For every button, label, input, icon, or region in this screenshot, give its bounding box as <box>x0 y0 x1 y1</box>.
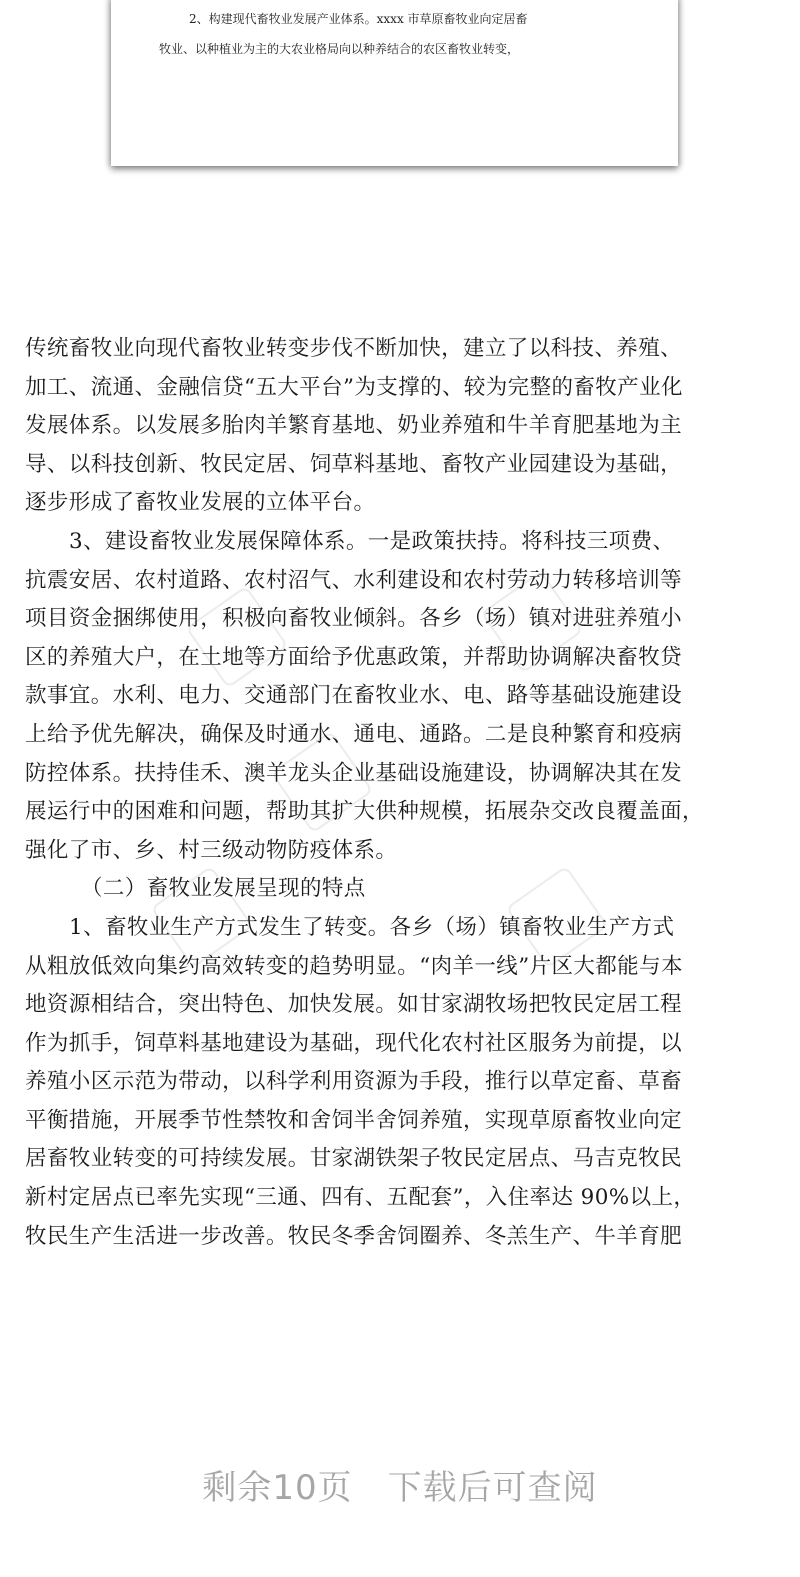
text-line: 抗震安居、农村道路、农村沼气、水利建设和农村劳动力转移培训等 <box>25 567 683 593</box>
text-line: 逐步形成了畜牧业发展的立体平台。 <box>25 490 376 516</box>
text-line: 新村定居点已率先实现“三通、四有、五配套”，入住率达 90%以上， <box>25 1185 696 1211</box>
text-line: 养殖小区示范为带动，以科学利用资源为手段，推行以草定畜、草畜 <box>25 1069 683 1095</box>
text-line: 3、建设畜牧业发展保障体系。一是政策扶持。将科技三项费、 <box>69 528 675 554</box>
text-line: 平衡措施，开展季节性禁牧和舍饲半舍饲养殖，实现草原畜牧业向定 <box>25 1107 683 1133</box>
text-line: 地资源相结合，突出特色、加快发展。如甘家湖牧场把牧民定居工程 <box>25 992 683 1018</box>
remaining-pages-notice[interactable]: 剩余10页 下载后可查阅 <box>202 1468 598 1508</box>
text-line: 区的养殖大户，在土地等方面给予优惠政策，并帮助协调解决畜牧贷 <box>25 644 683 670</box>
section-heading: （二）畜牧业发展呈现的特点 <box>81 876 366 902</box>
text-line: 居畜牧业转变的可持续发展。甘家湖铁架子牧民定居点、马吉克牧民 <box>25 1146 683 1172</box>
text-line: 牧民生产生活进一步改善。牧民冬季舍饲圈养、冬羔生产、牛羊育肥 <box>25 1223 683 1249</box>
text-line: 项目资金捆绑使用，积极向畜牧业倾斜。各乡（场）镇对进驻养殖小 <box>25 606 683 632</box>
previous-page-preview <box>111 0 678 166</box>
text-line: 传统畜牧业向现代畜牧业转变步伐不断加快，建立了以科技、养殖、 <box>25 336 683 361</box>
text-line: 发展体系。以发展多胎肉羊繁育基地、奶业养殖和牛羊育肥基地为主 <box>25 413 683 439</box>
text-line: 1、畜牧业生产方式发生了转变。各乡（场）镇畜牧业生产方式 <box>69 914 675 940</box>
text-line: 展运行中的困难和问题，帮助其扩大供种规模，拓展杂交改良覆盖面， <box>25 799 704 825</box>
text-line: 强化了市、乡、村三级动物防疫体系。 <box>25 837 398 863</box>
text-line: 上给予优先解决，确保及时通水、通电、通路。二是良种繁育和疫病 <box>25 721 683 747</box>
text-line: 加工、流通、金融信贷“五大平台”为支撑的、较为完整的畜牧产业化 <box>25 374 683 400</box>
document-body <box>25 330 785 1256</box>
text-line: 防控体系。扶持佳禾、澳羊龙头企业基础设施建设，协调解决其在发 <box>25 760 683 786</box>
preview-line-1: 2、构建现代畜牧业发展产业体系。xxxx 市草原畜牧业向定居畜 <box>189 12 528 26</box>
text-line: 导、以科技创新、牧民定居、饲草料基地、畜牧产业园建设为基础， <box>25 451 683 477</box>
text-line: 从粗放低效向集约高效转变的趋势明显。“肉羊一线”片区大都能与本 <box>25 953 683 979</box>
preview-line-2: 牧业、以种植业为主的大农业格局向以种养结合的农区畜牧业转变， <box>159 42 520 56</box>
text-line: 款事宜。水利、电力、交通部门在畜牧业水、电、路等基础设施建设 <box>25 683 683 709</box>
text-line: 作为抓手，饲草料基地建设为基础，现代化农村社区服务为前提，以 <box>25 1030 683 1056</box>
